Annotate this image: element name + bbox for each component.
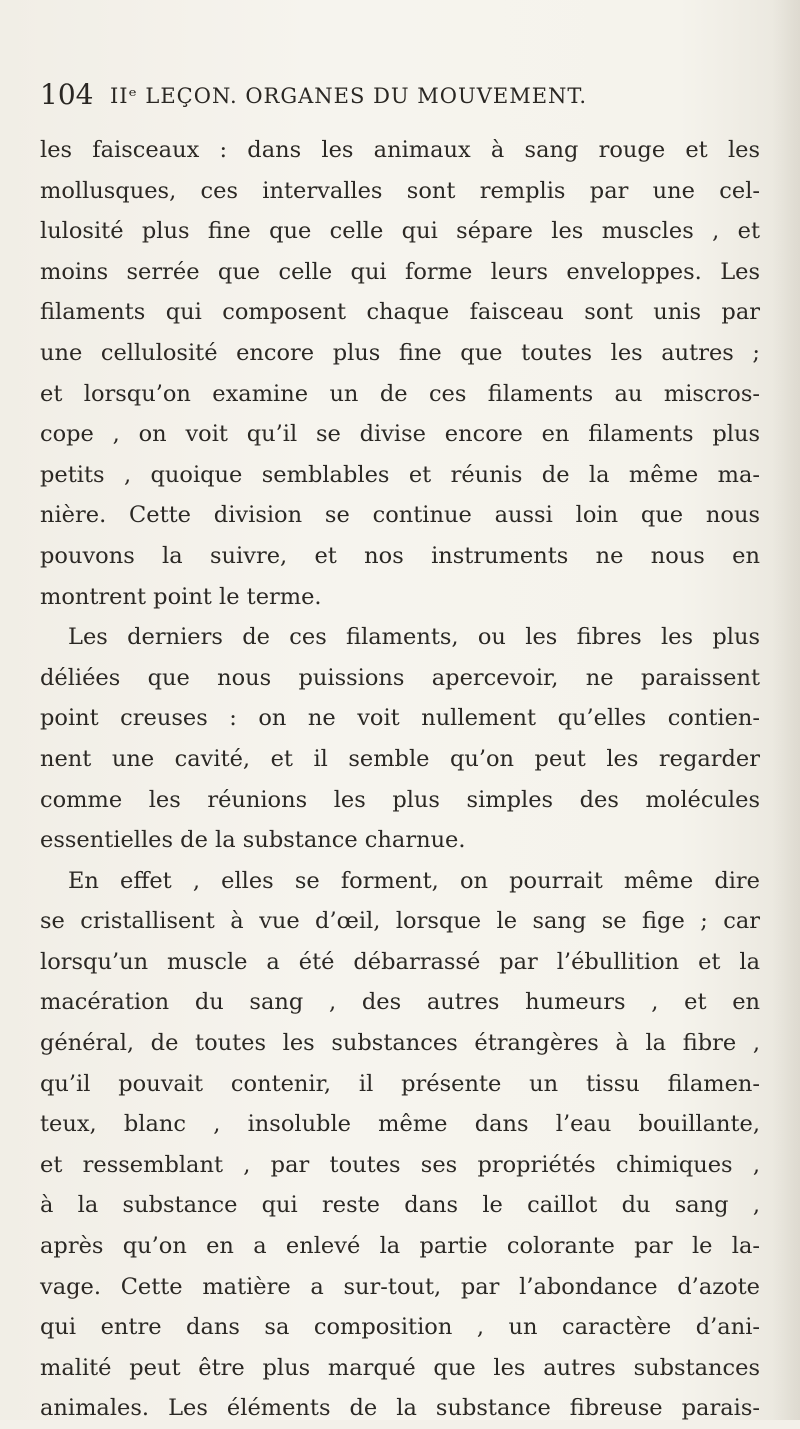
paragraph-end-line: montrent point le terme. bbox=[40, 583, 322, 610]
body-text bbox=[40, 130, 760, 1429]
text-line: teux, blanc , insoluble même dans l’eau bouillante, bbox=[40, 1111, 760, 1138]
text-line: lorsqu’un muscle a été débarrassé par l’ébullition et la bbox=[40, 948, 760, 975]
text-line: malité peut être plus marqué que les autres substances bbox=[40, 1354, 760, 1381]
text-line: cope , on voit qu’il se divise encore en filaments plus bbox=[40, 421, 760, 448]
page-edge-shadow bbox=[772, 0, 800, 1420]
text-line: macération du sang , des autres humeurs , et en bbox=[40, 989, 760, 1016]
paragraph-start-line: Les derniers de ces filaments, ou les fibres les plus bbox=[68, 624, 760, 651]
text-line: une cellulosité encore plus fine que toutes les autres ; bbox=[40, 339, 760, 366]
text-line: déliées que nous puissions apercevoir, ne paraissent bbox=[40, 664, 760, 691]
text-line: nière. Cette division se continue aussi loin que nous bbox=[40, 502, 760, 529]
text-line: les faisceaux : dans les animaux à sang rouge et les bbox=[40, 137, 760, 163]
text-line: mollusques, ces intervalles sont remplis par une cel- bbox=[40, 177, 760, 204]
text-line: lulosité plus fine que celle qui sépare les muscles , et bbox=[40, 218, 760, 245]
page-header bbox=[40, 78, 760, 118]
paragraph-end-line: essentielles de la substance charnue. bbox=[40, 827, 466, 854]
page-number: 104 bbox=[40, 78, 94, 111]
text-line: qu’il pouvait contenir, il présente un tissu filamen- bbox=[40, 1070, 760, 1097]
text-line: et lorsqu’on examine un de ces filaments au miscros- bbox=[40, 380, 760, 407]
text-line: et ressemblant , par toutes ses propriétés chimiques , bbox=[40, 1151, 760, 1178]
running-head: IIᵉ LEÇON. ORGANES DU MOUVEMENT. bbox=[110, 84, 587, 108]
text-line: qui entre dans sa composition , un caractère d’ani- bbox=[40, 1314, 760, 1341]
text-line: nent une cavité, et il semble qu’on peut les regarder bbox=[40, 745, 760, 772]
text-line: après qu’on en a enlevé la partie colorante par le la- bbox=[40, 1233, 760, 1260]
text-line: à la substance qui reste dans le caillot du sang , bbox=[40, 1192, 760, 1219]
text-line: filaments qui composent chaque faisceau sont unis par bbox=[40, 299, 760, 326]
text-line: se cristallisent à vue d’œil, lorsque le sang se fige ; car bbox=[40, 908, 760, 935]
text-line: moins serrée que celle qui forme leurs enveloppes. Les bbox=[40, 258, 760, 285]
text-line: petits , quoique semblables et réunis de la même ma- bbox=[40, 461, 760, 488]
text-line: pouvons la suivre, et nos instruments ne nous en bbox=[40, 542, 760, 569]
text-line: comme les réunions les plus simples des molécules bbox=[40, 786, 760, 813]
text-line: point creuses : on ne voit nullement qu’elles contien- bbox=[40, 705, 760, 732]
paragraph-start-line: En effet , elles se forment, on pourrait même dire bbox=[68, 867, 760, 894]
text-line: vage. Cette matière a sur-tout, par l’abondance d’azote bbox=[40, 1273, 760, 1300]
text-line: animales. Les éléments de la substance fibreuse parais- bbox=[40, 1395, 760, 1422]
text-line: général, de toutes les substances étrangères à la fibre , bbox=[40, 1030, 760, 1057]
